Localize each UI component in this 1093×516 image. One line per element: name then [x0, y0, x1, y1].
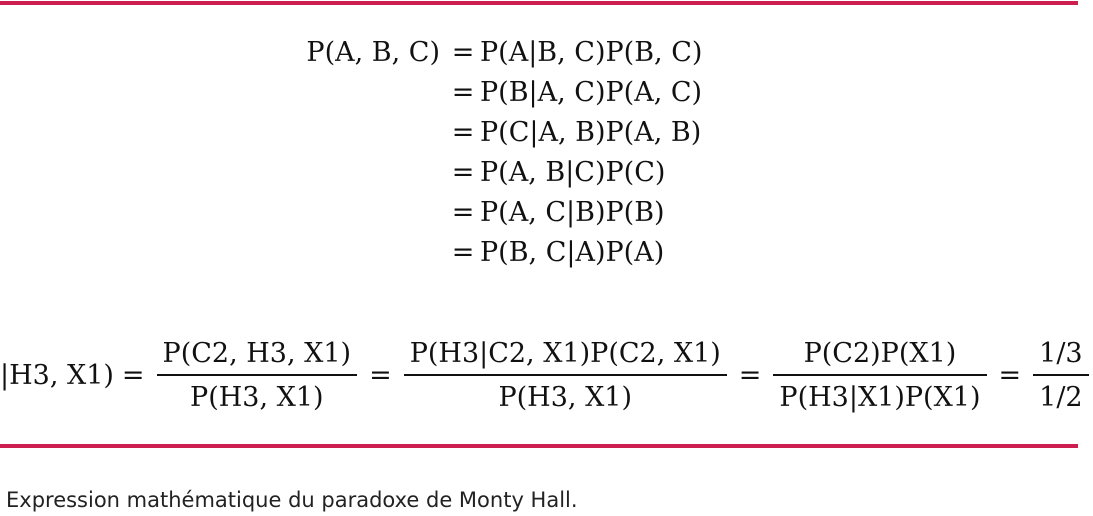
equals-sign: =	[451, 116, 475, 148]
chain-rule-line-2	[446, 76, 702, 108]
chain-rule-line-4	[446, 156, 665, 188]
chain-rule-lhs: P(A, B, C)	[306, 36, 440, 68]
fraction-bar	[1033, 374, 1088, 376]
equals-sign: =	[451, 76, 475, 108]
chain-rule-term: P(A, C|B)P(B)	[480, 196, 665, 228]
equals-sign: =	[998, 359, 1022, 391]
fraction-2	[404, 336, 727, 414]
fraction-bar	[157, 374, 358, 376]
figure-caption: Expression mathématique du paradoxe de Monty Hall.	[6, 488, 578, 512]
fraction-bar	[773, 374, 986, 376]
fraction-numerator: P(C2, H3, X1)	[162, 337, 352, 369]
fraction-1	[157, 336, 358, 414]
equals-sign: =	[369, 359, 392, 391]
fraction-denominator: P(H3, X1)	[498, 381, 633, 413]
monty-hall-equation	[0, 330, 1093, 420]
chain-rule-term: P(B|A, C)P(A, C)	[480, 76, 703, 108]
equals-sign: =	[451, 236, 475, 268]
equals-sign: =	[738, 359, 762, 391]
fraction-denominator: 1/2	[1039, 381, 1083, 413]
chain-rule-term: P(A, B|C)P(C)	[480, 156, 666, 188]
fraction-denominator: P(H3, X1)	[190, 381, 324, 413]
equals-sign: =	[451, 36, 475, 68]
bottom-divider	[0, 444, 1078, 448]
equals-sign: =	[121, 359, 145, 391]
top-divider	[0, 1, 1078, 5]
chain-rule-line-1	[446, 36, 702, 68]
monty-hall-lhs: |H3, X1)	[0, 359, 114, 391]
chain-rule-line-3	[446, 116, 701, 148]
chain-rule-term: P(B, C|A)P(A)	[480, 236, 665, 268]
chain-rule-term: P(C|A, B)P(A, B)	[480, 116, 702, 148]
chain-rule-line-6	[446, 236, 664, 268]
fraction-4	[1033, 336, 1088, 414]
fraction-3	[773, 336, 986, 414]
equals-sign: =	[451, 196, 475, 228]
chain-rule-line-5	[446, 196, 665, 228]
fraction-numerator: 1/3	[1039, 337, 1083, 369]
equals-sign: =	[451, 156, 475, 188]
fraction-denominator: P(H3|X1)P(X1)	[779, 381, 981, 413]
fraction-bar	[404, 374, 727, 376]
fraction-numerator: P(H3|C2, X1)P(C2, X1)	[409, 337, 721, 369]
fraction-numerator: P(C2)P(X1)	[803, 337, 957, 369]
chain-rule-term: P(A|B, C)P(B, C)	[480, 36, 703, 68]
